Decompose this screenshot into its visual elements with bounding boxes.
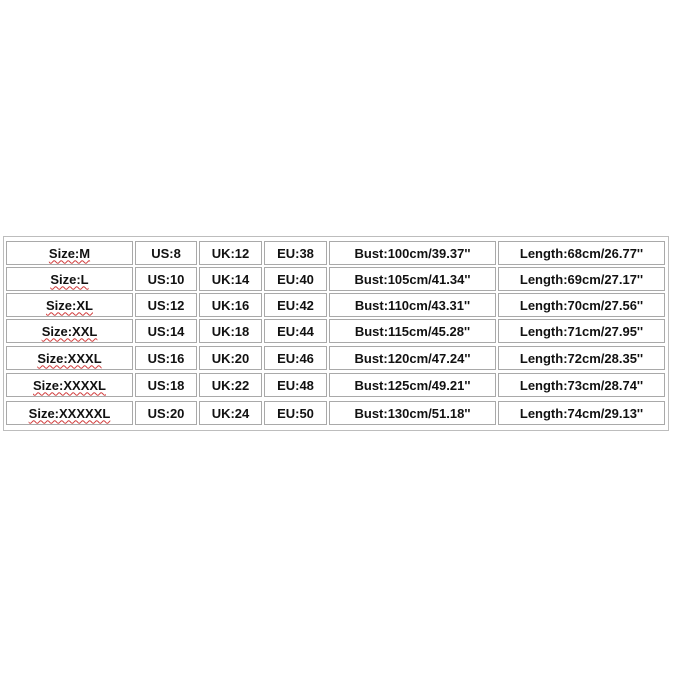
length-cell: Length:71cm/27.95'' [498, 319, 665, 343]
us-size-cell: US:20 [135, 401, 197, 425]
uk-size-cell: UK:12 [199, 241, 262, 265]
eu-size-cell: EU:40 [264, 267, 327, 291]
eu-size-cell: EU:48 [264, 373, 327, 397]
eu-size-cell: EU:50 [264, 401, 327, 425]
us-size-cell: US:14 [135, 319, 197, 343]
size-chart-table [3, 236, 669, 431]
uk-size-cell: UK:14 [199, 267, 262, 291]
us-size-cell: US:10 [135, 267, 197, 291]
length-cell: Length:74cm/29.13'' [498, 401, 665, 425]
eu-size-cell: EU:42 [264, 293, 327, 317]
us-size-cell: US:12 [135, 293, 197, 317]
length-cell: Length:69cm/27.17'' [498, 267, 665, 291]
bust-cell: Bust:130cm/51.18'' [329, 401, 496, 425]
eu-size-cell: EU:46 [264, 346, 327, 370]
size-cell: Size:M [6, 241, 133, 265]
size-cell: Size:XXXXL [6, 373, 133, 397]
bust-cell: Bust:105cm/41.34'' [329, 267, 496, 291]
length-cell: Length:68cm/26.77'' [498, 241, 665, 265]
bust-cell: Bust:110cm/43.31'' [329, 293, 496, 317]
bust-cell: Bust:120cm/47.24'' [329, 346, 496, 370]
bust-cell: Bust:115cm/45.28'' [329, 319, 496, 343]
uk-size-cell: UK:22 [199, 373, 262, 397]
size-cell: Size:L [6, 267, 133, 291]
eu-size-cell: EU:38 [264, 241, 327, 265]
length-cell: Length:72cm/28.35'' [498, 346, 665, 370]
bust-cell: Bust:100cm/39.37'' [329, 241, 496, 265]
bust-cell: Bust:125cm/49.21'' [329, 373, 496, 397]
uk-size-cell: UK:20 [199, 346, 262, 370]
length-cell: Length:73cm/28.74'' [498, 373, 665, 397]
size-cell: Size:XXXL [6, 346, 133, 370]
eu-size-cell: EU:44 [264, 319, 327, 343]
us-size-cell: US:8 [135, 241, 197, 265]
size-cell: Size:XXL [6, 319, 133, 343]
uk-size-cell: UK:16 [199, 293, 262, 317]
us-size-cell: US:16 [135, 346, 197, 370]
us-size-cell: US:18 [135, 373, 197, 397]
uk-size-cell: UK:18 [199, 319, 262, 343]
size-cell: Size:XXXXXL [6, 401, 133, 425]
uk-size-cell: UK:24 [199, 401, 262, 425]
length-cell: Length:70cm/27.56'' [498, 293, 665, 317]
size-cell: Size:XL [6, 293, 133, 317]
